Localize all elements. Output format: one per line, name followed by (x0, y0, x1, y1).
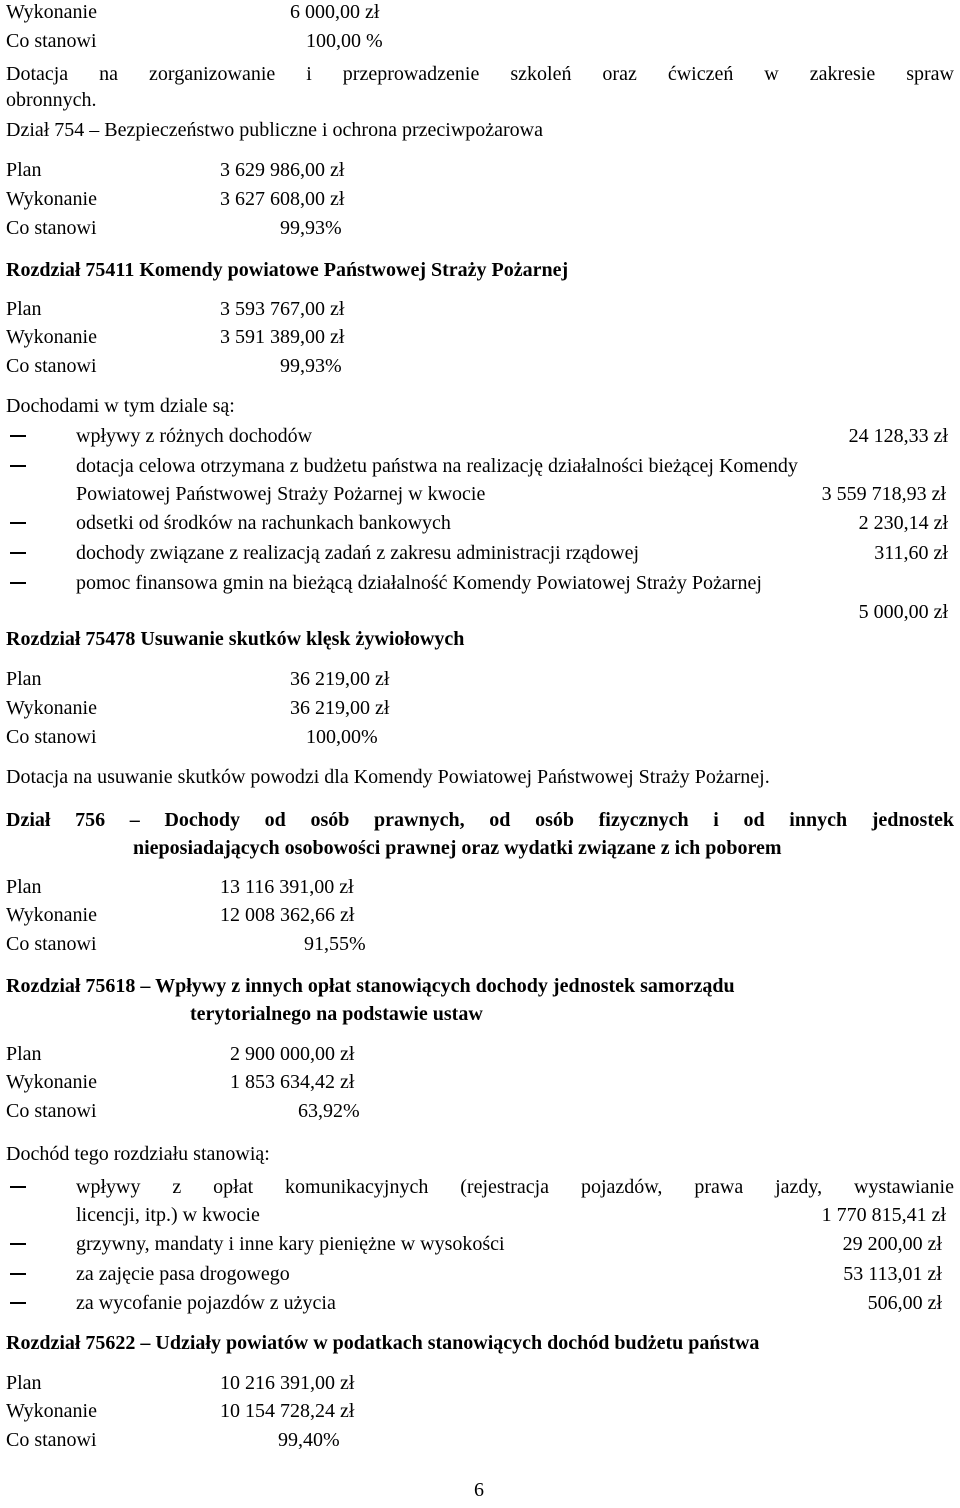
section-heading-cont: nieposiadających osobowości prawnej oraz wydatki związane z ich poborem (133, 837, 782, 859)
plan-label: Plan (6, 298, 42, 320)
plan-label: Plan (6, 1043, 42, 1065)
co-stanowi-label: Co stanowi (6, 30, 97, 52)
plan-label: Plan (6, 876, 42, 898)
plan-value: 13 116 391,00 zł (220, 876, 354, 898)
co-stanowi-label: Co stanowi (6, 726, 97, 748)
co-stanowi-value: 100,00 % (306, 30, 383, 52)
plan-label: Plan (6, 159, 42, 181)
item-text: grzywny, mandaty i inne kary pieniężne w wysokości (76, 1233, 505, 1255)
list-item (6, 454, 954, 478)
plan-row (6, 1371, 506, 1395)
wykonanie-label: Wykonanie (6, 904, 97, 926)
co-stanowi-value: 63,92% (298, 1100, 360, 1122)
chapter-heading: Rozdział 75622 – Udziały powiatów w podatkach stanowiących dochód budżetu państwa (6, 1332, 760, 1354)
list-item-continuation (76, 1203, 948, 1227)
wykonanie-value: 10 154 728,24 zł (220, 1400, 355, 1422)
dash-bullet (10, 1273, 26, 1275)
wykonanie-value: 36 219,00 zł (290, 697, 390, 719)
chapter-heading-cont: terytorialnego na podstawie ustaw (190, 1003, 483, 1025)
wykonanie-row (6, 1070, 506, 1094)
wykonanie-value: 1 853 634,42 zł (230, 1071, 355, 1093)
dash-bullet (10, 522, 26, 524)
dash-bullet (10, 1243, 26, 1245)
wykonanie-label: Wykonanie (6, 1400, 97, 1422)
item-amount: 1 770 815,41 zł (821, 1204, 946, 1226)
co-stanowi-value: 91,55% (304, 933, 366, 955)
co-stanowi-label: Co stanowi (6, 933, 97, 955)
wykonanie-row (6, 903, 506, 927)
wykonanie-row (6, 325, 506, 349)
item-amount: 3 559 718,93 zł (821, 483, 946, 505)
dash-bullet (10, 1302, 26, 1304)
wykonanie-row (6, 0, 506, 24)
co-stanowi-label: Co stanowi (6, 355, 97, 377)
item-text-cont: Powiatowej Państwowej Straży Pożarnej w kwocie (76, 483, 486, 505)
item-text: za wycofanie pojazdów z użycia (76, 1292, 336, 1314)
wykonanie-label: Wykonanie (6, 697, 97, 719)
item-text-cont: licencji, itp.) w kwocie (76, 1204, 260, 1226)
co-stanowi-row (6, 354, 506, 378)
co-stanowi-value: 99,40% (278, 1429, 340, 1451)
plan-row (6, 1042, 506, 1066)
plan-label: Plan (6, 668, 42, 690)
plan-value: 10 216 391,00 zł (220, 1372, 355, 1394)
co-stanowi-label: Co stanowi (6, 1100, 97, 1122)
co-stanowi-row (6, 29, 506, 53)
item-amount: 311,60 zł (874, 542, 948, 564)
chapter-heading: Rozdział 75478 Usuwanie skutków klęsk żywiołowych (6, 628, 465, 650)
wykonanie-row (6, 696, 506, 720)
dash-bullet (10, 1186, 26, 1188)
note-paragraph-end: obronnych. (6, 89, 97, 111)
list-item (6, 571, 954, 595)
list-item (6, 424, 954, 448)
dash-bullet (10, 435, 26, 437)
section-heading: Dział 754 – Bezpieczeństwo publiczne i ochrona przeciwpożarowa (6, 119, 543, 141)
co-stanowi-value: 100,00% (306, 726, 378, 748)
co-stanowi-row (6, 725, 506, 749)
item-amount: 24 128,33 zł (848, 425, 948, 447)
co-stanowi-row (6, 1099, 506, 1123)
section-heading: Dział 756 – Dochody od osób prawnych, od osób fizycznych i od innych jednostek (6, 809, 954, 831)
dash-bullet (10, 582, 26, 584)
wykonanie-row (6, 187, 506, 211)
plan-row (6, 875, 506, 899)
list-item (6, 1232, 954, 1256)
page-number: 6 (474, 1479, 484, 1501)
plan-value: 3 629 986,00 zł (220, 159, 345, 181)
item-amount: 29 200,00 zł (842, 1233, 942, 1255)
wykonanie-value: 3 591 389,00 zł (220, 326, 345, 348)
wykonanie-label: Wykonanie (6, 1, 97, 23)
co-stanowi-label: Co stanowi (6, 217, 97, 239)
item-amount: 53 113,01 zł (843, 1263, 942, 1285)
plan-row (6, 297, 506, 321)
plan-row (6, 667, 506, 691)
wykonanie-value: 6 000,00 zł (290, 1, 380, 23)
item-text: dotacja celowa otrzymana z budżetu państwa na realizację działalności bieżącej Komendy (76, 455, 798, 477)
note-paragraph: Dotacja na usuwanie skutków powodzi dla Komendy Powiatowej Państwowej Straży Pożarnej. (6, 766, 770, 788)
wykonanie-value: 3 627 608,00 zł (220, 188, 345, 210)
chapter-heading: Rozdział 75618 – Wpływy z innych opłat stanowiących dochody jednostek samorządu (6, 975, 735, 997)
co-stanowi-value: 99,93% (280, 355, 342, 377)
plan-label: Plan (6, 1372, 42, 1394)
item-text: odsetki od środków na rachunkach bankowych (76, 512, 451, 534)
item-text: za zajęcie pasa drogowego (76, 1263, 290, 1285)
item-amount: 2 230,14 zł (858, 512, 948, 534)
list-item-continuation (76, 482, 948, 506)
item-amount: 506,00 zł (867, 1292, 942, 1314)
co-stanowi-row (6, 216, 506, 240)
wykonanie-value: 12 008 362,66 zł (220, 904, 355, 926)
list-item (6, 1262, 954, 1286)
item-text: wpływy z opłat komunikacyjnych (rejestracja pojazdów, prawa jazdy, wystawianie (76, 1176, 954, 1198)
list-intro: Dochód tego rozdziału stanowią: (6, 1143, 270, 1165)
item-text: dochody związane z realizacją zadań z zakresu administracji rządowej (76, 542, 640, 564)
note-paragraph: Dotacja na zorganizowanie i przeprowadzenie szkoleń oraz ćwiczeń w zakresie spraw (6, 63, 954, 85)
plan-value: 3 593 767,00 zł (220, 298, 345, 320)
co-stanowi-value: 99,93% (280, 217, 342, 239)
wykonanie-label: Wykonanie (6, 326, 97, 348)
wykonanie-label: Wykonanie (6, 1071, 97, 1093)
dash-bullet (10, 465, 26, 467)
co-stanowi-row (6, 1428, 506, 1452)
list-item (6, 541, 954, 565)
plan-value: 36 219,00 zł (290, 668, 390, 690)
dash-bullet (10, 552, 26, 554)
chapter-heading: Rozdział 75411 Komendy powiatowe Państwowej Straży Pożarnej (6, 259, 569, 281)
item-text: wpływy z różnych dochodów (76, 425, 313, 447)
co-stanowi-label: Co stanowi (6, 1429, 97, 1451)
list-intro: Dochodami w tym dziale są: (6, 395, 235, 417)
list-item (6, 1291, 954, 1315)
co-stanowi-row (6, 932, 506, 956)
item-text: pomoc finansowa gmin na bieżącą działalność Komendy Powiatowej Straży Pożarnej (76, 572, 762, 594)
wykonanie-label: Wykonanie (6, 188, 97, 210)
list-item (6, 511, 954, 535)
item-amount: 5 000,00 zł (858, 601, 948, 623)
wykonanie-row (6, 1399, 506, 1423)
list-item (6, 1175, 954, 1199)
plan-value: 2 900 000,00 zł (230, 1043, 355, 1065)
plan-row (6, 158, 506, 182)
